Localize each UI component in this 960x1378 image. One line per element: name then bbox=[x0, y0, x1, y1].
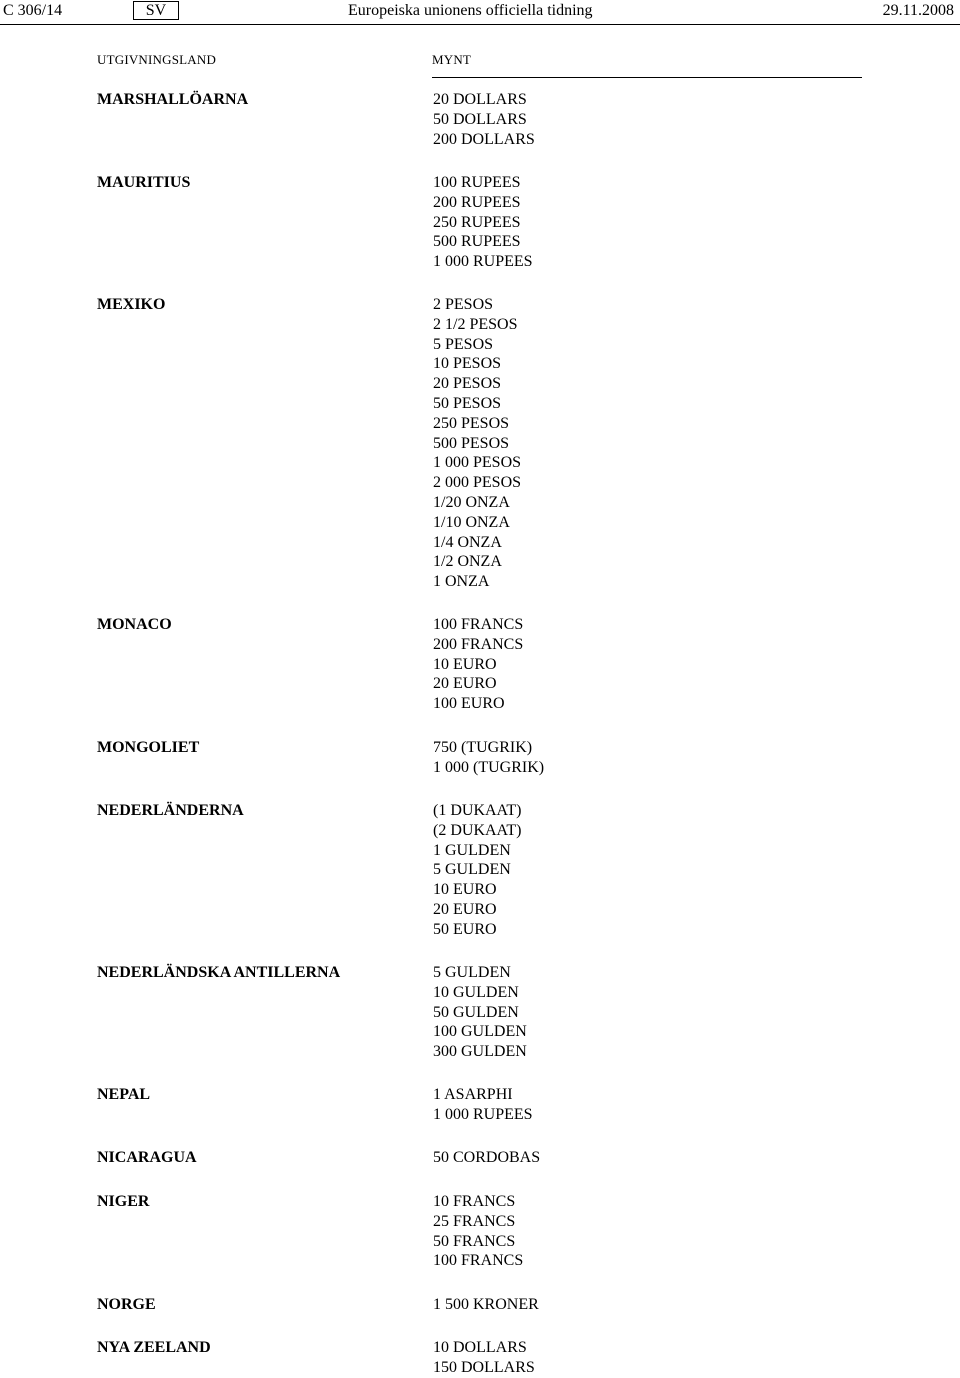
country-name: NEDERLÄNDSKA ANTILLERNA bbox=[97, 964, 341, 981]
country-name: NICARAGUA bbox=[97, 1149, 197, 1166]
coin-list bbox=[433, 801, 521, 940]
coin-denomination: 250 RUPEES bbox=[433, 213, 521, 231]
coin-denomination: 5 GULDEN bbox=[433, 964, 511, 981]
coin-denomination: 200 DOLLARS bbox=[433, 130, 535, 148]
coin-list bbox=[433, 90, 535, 149]
coin-denomination: 5 GULDEN bbox=[433, 861, 511, 879]
coin-list bbox=[433, 1148, 540, 1168]
coin-denomination: 200 RUPEES bbox=[433, 193, 521, 211]
coin-denomination: 500 PESOS bbox=[433, 434, 510, 452]
coin-denomination: 100 EURO bbox=[433, 695, 505, 713]
coin-denomination: 100 FRANCS bbox=[433, 1252, 524, 1270]
journal-title: Europeiska unionens officiella tidning bbox=[348, 2, 593, 19]
country-name: NIGER bbox=[97, 1193, 150, 1210]
coin-denomination: 100 FRANCS bbox=[433, 616, 524, 633]
coin-denomination: 50 PESOS bbox=[433, 394, 502, 412]
coin-denomination: 50 FRANCS bbox=[433, 1232, 516, 1250]
coin-denomination: (1 DUKAAT) bbox=[433, 802, 522, 819]
coin-denomination: 50 CORDOBAS bbox=[433, 1149, 541, 1166]
country-name: MAURITIUS bbox=[97, 174, 191, 191]
coin-denomination: 200 FRANCS bbox=[433, 635, 524, 653]
country-name: NEDERLÄNDERNA bbox=[97, 802, 244, 819]
coin-denomination: 250 PESOS bbox=[433, 414, 510, 432]
coin-denomination: 5 PESOS bbox=[433, 335, 494, 353]
country-name: MEXIKO bbox=[97, 296, 166, 313]
coin-denomination: 10 GULDEN bbox=[433, 983, 519, 1001]
coin-denomination: 1 000 RUPEES bbox=[433, 253, 533, 271]
header-divider bbox=[0, 24, 960, 25]
coin-denomination: 10 DOLLARS bbox=[433, 1339, 527, 1356]
coin-list bbox=[433, 963, 527, 1062]
coin-denomination: 20 DOLLARS bbox=[433, 91, 527, 108]
column-header-country: UTGIVNINGSLAND bbox=[97, 52, 217, 67]
country-name: NEPAL bbox=[97, 1086, 151, 1103]
country-name: MARSHALLÖARNA bbox=[97, 91, 249, 108]
coin-denomination: 1/4 ONZA bbox=[433, 533, 502, 551]
coin-denomination: 1 GULDEN bbox=[433, 841, 511, 859]
coin-denomination: 750 (TUGRIK) bbox=[433, 739, 533, 756]
coin-denomination: 1 500 KRONER bbox=[433, 1296, 539, 1313]
coin-column-divider bbox=[432, 77, 862, 78]
coin-denomination: 10 EURO bbox=[433, 655, 497, 673]
coin-denomination: 500 RUPEES bbox=[433, 233, 521, 251]
page-header bbox=[0, 0, 960, 24]
coin-denomination: 10 EURO bbox=[433, 881, 497, 899]
coin-list bbox=[433, 738, 544, 778]
coin-denomination: 100 RUPEES bbox=[433, 174, 521, 191]
coin-list bbox=[433, 1085, 533, 1125]
coin-denomination: (2 DUKAAT) bbox=[433, 821, 522, 839]
coin-denomination: 10 PESOS bbox=[433, 355, 502, 373]
coin-denomination: 300 GULDEN bbox=[433, 1043, 527, 1061]
coin-denomination: 50 EURO bbox=[433, 920, 497, 938]
coin-denomination: 150 DOLLARS bbox=[433, 1358, 535, 1376]
coin-denomination: 100 GULDEN bbox=[433, 1023, 527, 1041]
coin-denomination: 10 FRANCS bbox=[433, 1193, 516, 1210]
coin-denomination: 1/2 ONZA bbox=[433, 553, 502, 571]
coin-denomination: 1 ONZA bbox=[433, 573, 490, 591]
coin-denomination: 20 EURO bbox=[433, 900, 497, 918]
coin-list bbox=[433, 173, 533, 272]
coin-list bbox=[433, 1192, 523, 1271]
coin-denomination: 1/20 ONZA bbox=[433, 493, 510, 511]
journal-code: C 306/14 bbox=[3, 2, 63, 19]
publication-date: 29.11.2008 bbox=[882, 2, 954, 19]
coin-denomination: 20 EURO bbox=[433, 675, 497, 693]
coin-denomination: 20 PESOS bbox=[433, 375, 502, 393]
column-header-coin: MYNT bbox=[432, 52, 472, 67]
language-box: SV bbox=[133, 1, 179, 20]
coin-denomination: 1/10 ONZA bbox=[433, 513, 510, 531]
coin-denomination: 50 GULDEN bbox=[433, 1003, 519, 1021]
coin-list bbox=[433, 1338, 535, 1378]
country-name: MONACO bbox=[97, 616, 172, 633]
coin-list bbox=[433, 1295, 539, 1315]
coin-denomination: 1 000 (TUGRIK) bbox=[433, 758, 545, 776]
country-name: NORGE bbox=[97, 1296, 156, 1313]
country-name: NYA ZEELAND bbox=[97, 1339, 211, 1356]
coin-denomination: 50 DOLLARS bbox=[433, 110, 527, 128]
country-name: MONGOLIET bbox=[97, 739, 200, 756]
coin-denomination: 2 000 PESOS bbox=[433, 474, 522, 492]
coin-list bbox=[433, 295, 521, 592]
coin-list bbox=[433, 615, 523, 714]
coin-denomination: 2 PESOS bbox=[433, 296, 494, 313]
coin-denomination: 2 1/2 PESOS bbox=[433, 315, 518, 333]
coin-denomination: 1 000 PESOS bbox=[433, 454, 522, 472]
coin-denomination: 25 FRANCS bbox=[433, 1212, 516, 1230]
coin-denomination: 1 000 RUPEES bbox=[433, 1105, 533, 1123]
coin-denomination: 1 ASARPHI bbox=[433, 1086, 513, 1103]
